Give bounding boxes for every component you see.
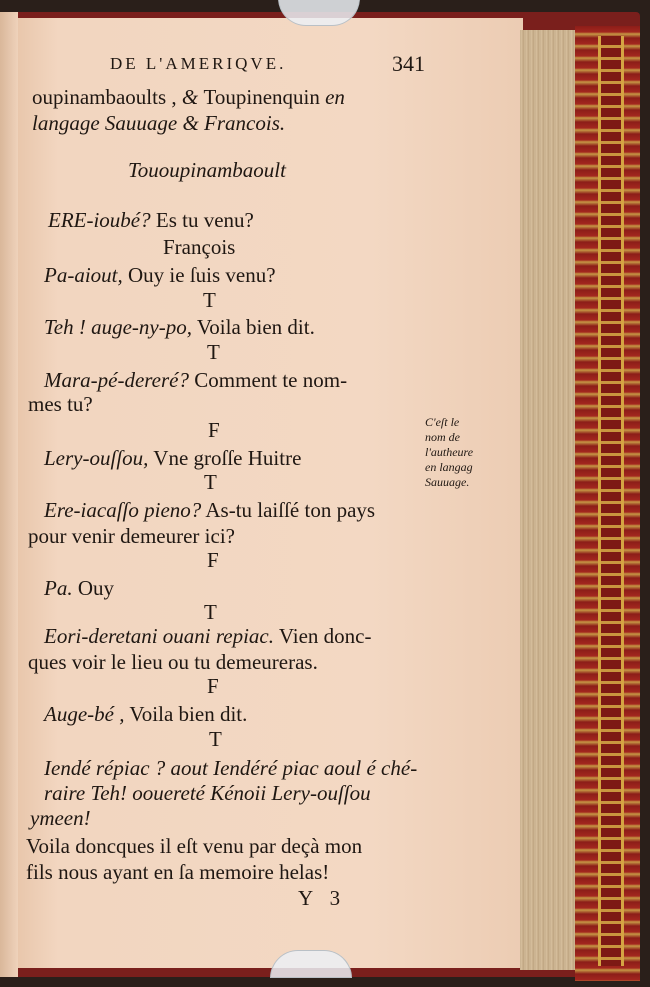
text-line [204,602,217,623]
text-line [44,783,371,804]
italic-text: langage Sauuage & Francois. [32,111,286,135]
roman-text: T [209,727,222,751]
text-line [44,448,301,469]
italic-text: Ere-iacaſſo pieno? [44,498,202,522]
roman-text: T [203,288,216,312]
italic-text: raire Teh! oouereté Kénoii Lery-ouſſou [44,781,371,805]
roman-text: Toupinenquin [203,85,326,109]
roman-text: T [204,470,217,494]
italic-text: ymeen! [30,806,91,830]
text-line [203,290,216,311]
running-title: DE L'AMERIQVE. [110,54,287,73]
roman-text: fils nous ayant en ſa memoire helas! [26,860,330,884]
roman-text: F [208,418,220,442]
italic-text: Iendé répiac ? aout Iendéré piac aoul é ché- [44,756,418,780]
page-clip-bottom [270,950,352,978]
text-line [30,808,91,829]
roman-text: As-tu laiſſé ton pays [201,498,376,522]
book [0,12,640,977]
text-line [128,160,286,181]
roman-text: oupinambaoults , [32,85,182,109]
text-line [26,836,362,857]
italic-text: Pa. [44,576,73,600]
text-line [32,113,285,134]
italic-text: Tououpinambaoult [128,158,286,182]
text-line [209,729,222,750]
text-line [163,237,235,258]
roman-text: Vien donc- [274,624,372,648]
roman-text: F [207,548,219,572]
text-line [44,704,247,725]
margin-note-line: C'eſt le [425,415,460,429]
text-line [32,87,345,108]
text-line [44,317,315,338]
roman-text: Vne groſſe Huitre [148,446,302,470]
text-line [44,370,347,391]
roman-text: Es tu venu? [150,208,254,232]
text-line [26,862,329,883]
margin-note-line: Sauuage. [425,475,470,489]
text-line [207,550,219,571]
italic-text: Auge-bé , [44,702,125,726]
italic-text: Eori-deretani ouani repiac. [44,624,274,648]
roman-text: T [204,600,217,624]
roman-text: Comment te nom- [189,368,348,392]
page-edges [520,30,575,970]
text-line [207,342,220,363]
text-line [28,394,93,415]
text-line [44,626,372,647]
text-line [208,420,220,441]
roman-text: T [207,340,220,364]
italic-text: en [325,85,345,109]
text-line [44,758,417,779]
margin-note-line: en langag [425,460,473,474]
roman-text: pour venir demeurer ici? [28,524,235,548]
text-line [48,210,254,231]
margin-note [425,415,505,490]
left-page-edge [0,12,18,977]
margin-note-line: l'autheure [425,445,474,459]
italic-text: Teh ! auge-ny-po, [44,315,192,339]
roman-text: François [163,235,236,259]
page-number: 341 [392,51,425,76]
text-line [204,472,217,493]
roman-text: Voila bien dit. [124,702,248,726]
roman-text: ques voir le lieu ou tu demeureras. [28,650,318,674]
signature-mark: Y 3 [298,886,347,910]
italic-text: Pa-aiout, [44,263,123,287]
text-line [44,265,276,286]
text-line [28,526,235,547]
roman-text: Ouy ie ſuis venu? [122,263,276,287]
italic-text: Mara-pé-dereré? [44,368,190,392]
text-line [44,500,375,521]
roman-text: F [207,674,219,698]
margin-note-line: nom de [425,430,460,444]
text-line [28,652,318,673]
gilt-border [598,36,624,966]
roman-text: Voila bien dit. [191,315,315,339]
text-line [44,578,114,599]
roman-text: mes tu? [28,392,93,416]
italic-text: ERE-ioubé? [48,208,151,232]
italic-text: Lery-ouſſou, [44,446,149,470]
italic-text: & [181,85,204,109]
text-line [207,676,219,697]
roman-text: Ouy [72,576,114,600]
roman-text: Voila doncques il eſt venu par deçà mon [26,834,363,858]
